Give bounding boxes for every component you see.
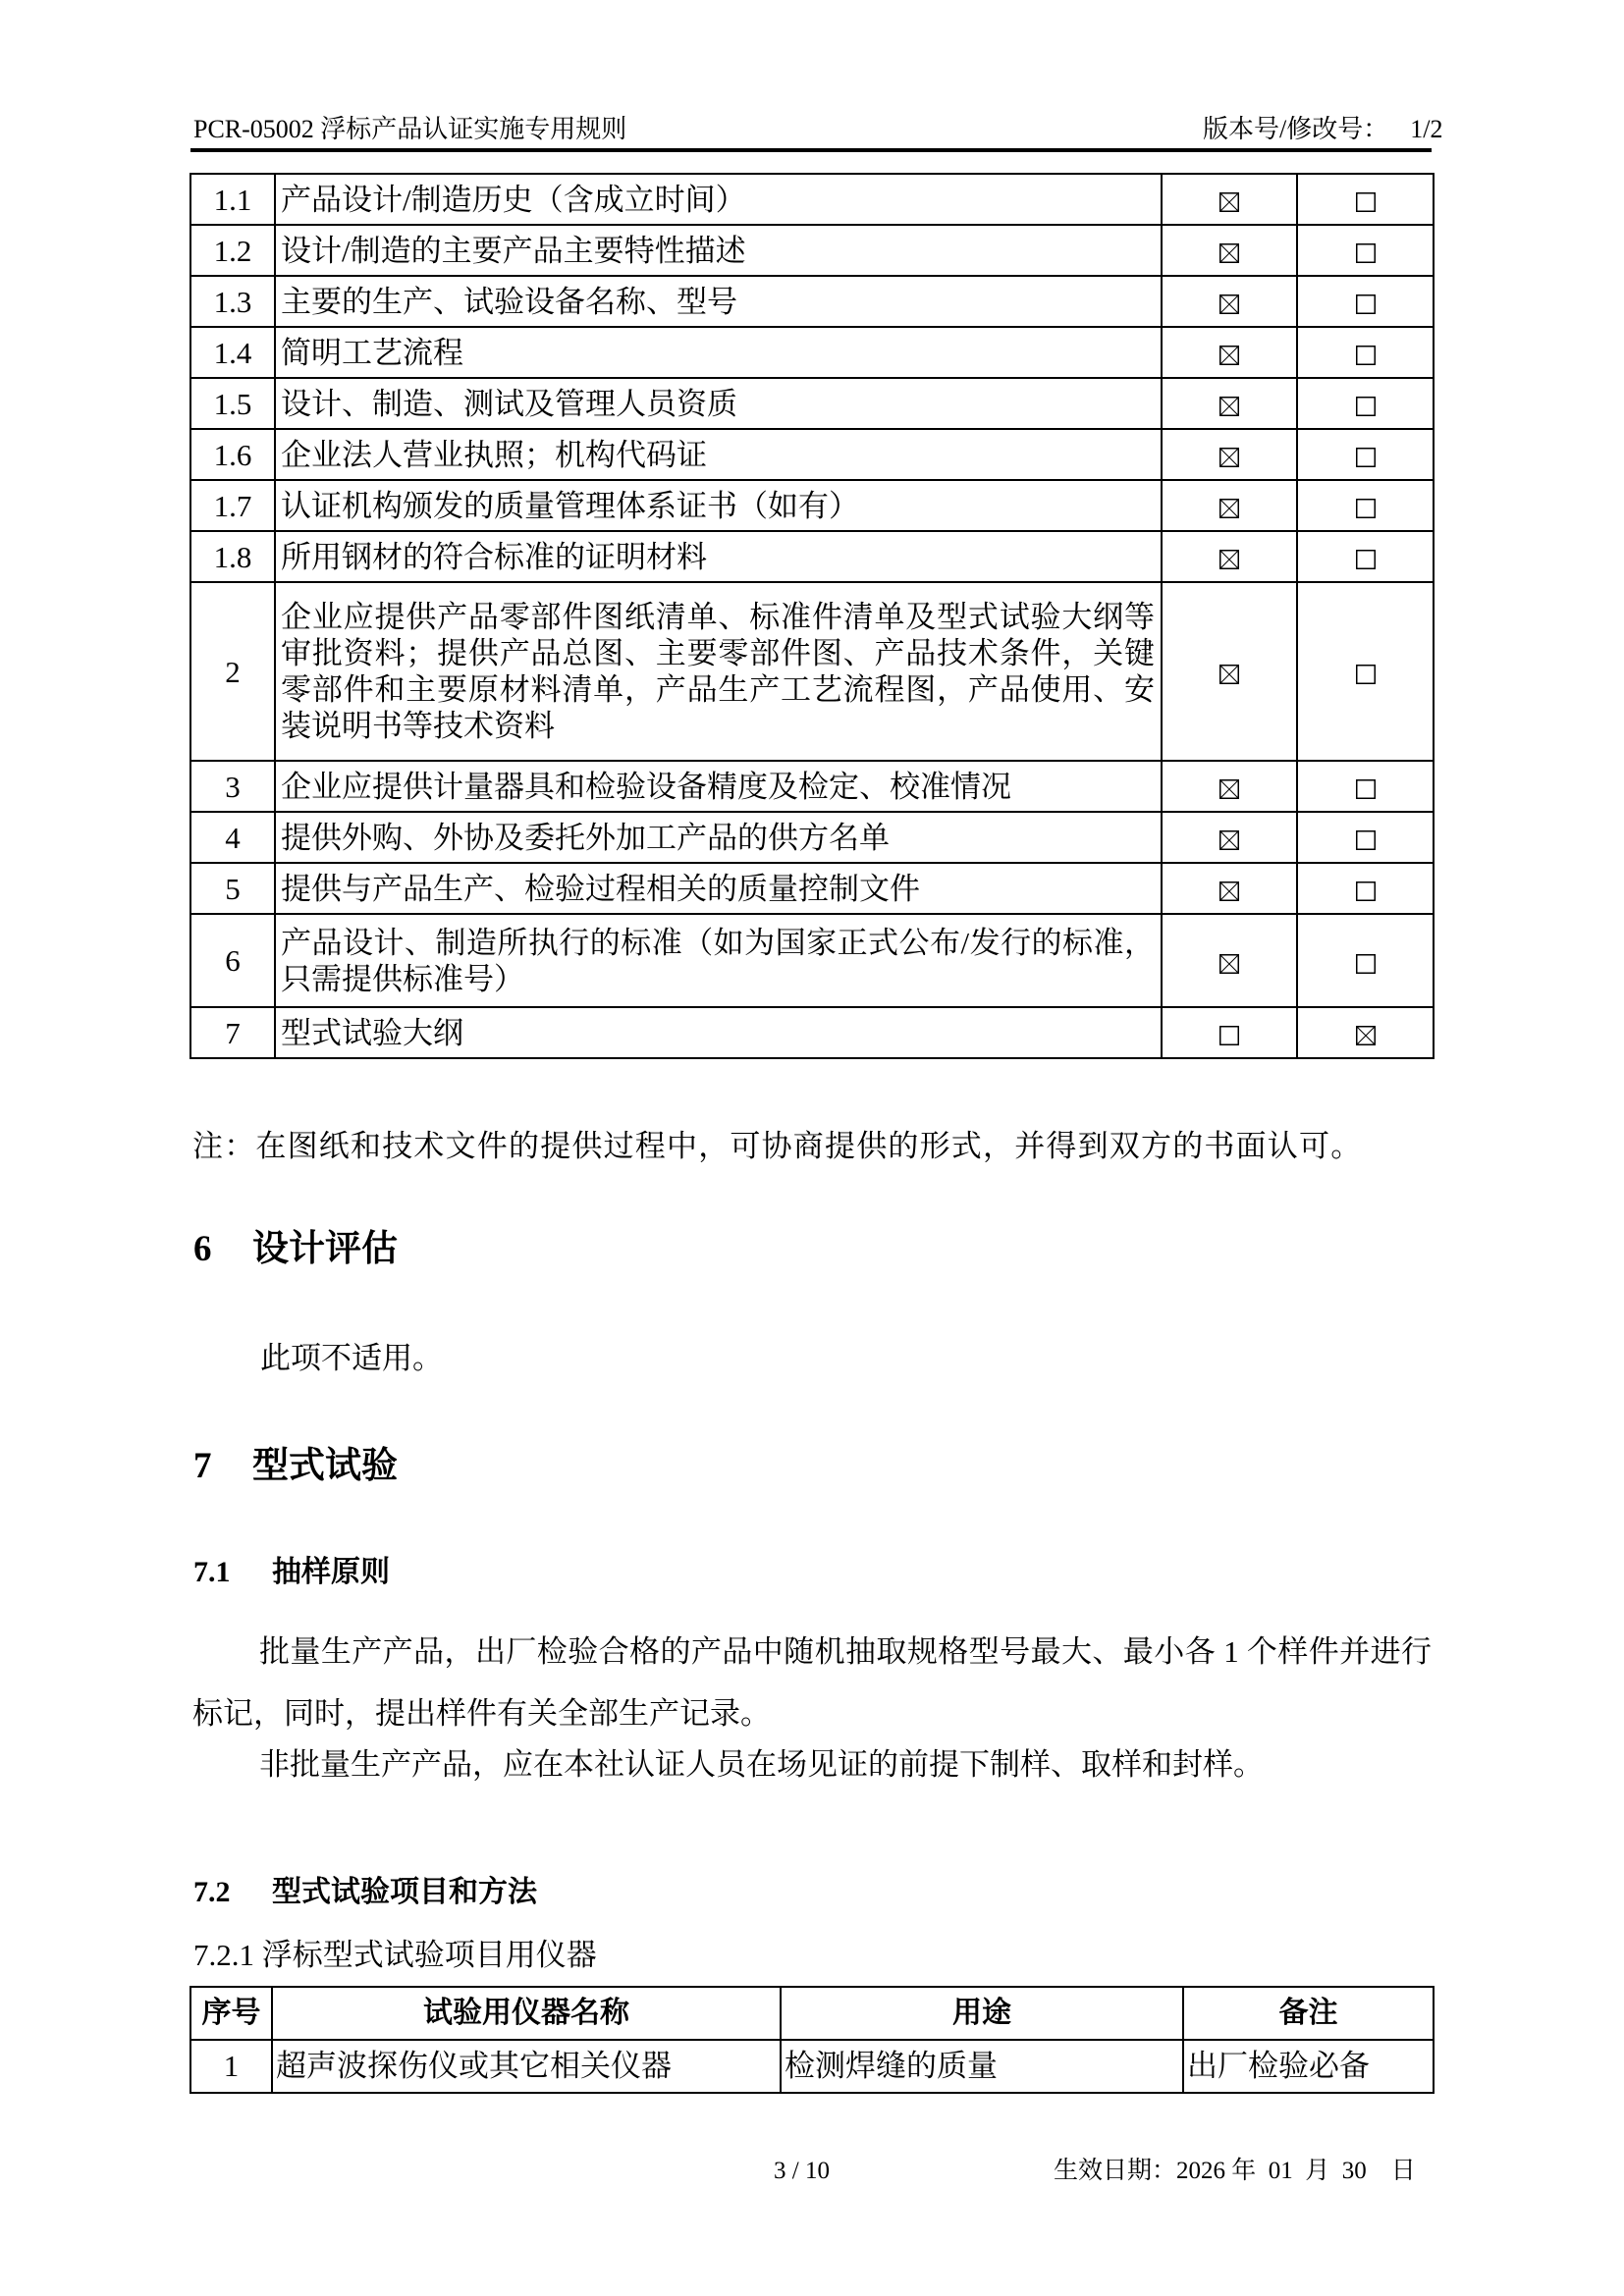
checkbox-unchecked-icon[interactable] (1356, 192, 1376, 212)
checkbox-checked-icon[interactable] (1219, 550, 1239, 569)
checkbox-cell-b (1297, 812, 1434, 863)
footer-effective-date: 生效日期：2026 年 01 月 30 日 (1054, 2158, 1416, 2184)
checkbox-cell-b (1297, 914, 1434, 1007)
cell-purpose: 检测焊缝的质量 (781, 2040, 1183, 2093)
checkbox-cell-a (1162, 863, 1297, 914)
checkbox-cell-b (1297, 225, 1434, 276)
checkbox-unchecked-icon[interactable] (1356, 346, 1376, 365)
row-item: 设计/制造的主要产品主要特性描述 (275, 225, 1162, 276)
submission-materials-table (189, 173, 1435, 1059)
checkbox-unchecked-icon[interactable] (1356, 243, 1376, 263)
row-item: 企业应提供计量器具和检验设备精度及检定、校准情况 (275, 761, 1162, 812)
checkbox-cell-a (1162, 1007, 1297, 1058)
checkbox-unchecked-icon[interactable] (1356, 779, 1376, 799)
table-row (190, 914, 1434, 1007)
checkbox-cell-b (1297, 378, 1434, 429)
section-7-2-1-caption: 7.2.1 浮标型式试验项目用仪器 (193, 1938, 597, 1972)
table-row (190, 174, 1434, 225)
row-number: 1.8 (190, 531, 275, 582)
checkbox-cell-a (1162, 276, 1297, 327)
row-number: 1.7 (190, 480, 275, 531)
row-item: 主要的生产、试验设备名称、型号 (275, 276, 1162, 327)
table-row (190, 378, 1434, 429)
checkbox-unchecked-icon[interactable] (1219, 1026, 1239, 1045)
footer-page-number: 3 / 10 (774, 2158, 830, 2184)
checkbox-unchecked-icon[interactable] (1356, 448, 1376, 467)
section-7-heading (193, 1444, 398, 1488)
section-6-number: 6 (193, 1229, 212, 1269)
header-version-label: 版本号/修改号： (1203, 115, 1389, 143)
table-row (190, 531, 1434, 582)
checkbox-checked-icon[interactable] (1219, 499, 1239, 518)
checkbox-cell-b (1297, 327, 1434, 378)
table-note: 注：在图纸和技术文件的提供过程中，可协商提供的形式，并得到双方的书面认可。 (192, 1129, 1363, 1163)
row-item: 企业应提供产品零部件图纸清单、标准件清单及型式试验大纲等审批资料；提供产品总图、主要零部件图、产品技术条件，关键零部件和主要原材料清单，产品生产工艺流程图，产品使用、安装说明书等技术资料 (275, 582, 1162, 761)
table-row (190, 327, 1434, 378)
checkbox-cell-b (1297, 582, 1434, 761)
checkbox-unchecked-icon[interactable] (1356, 397, 1376, 416)
header-version-value: 1/2 (1410, 115, 1443, 143)
cell-remark: 出厂检验必备 (1183, 2040, 1434, 2093)
row-number: 1.2 (190, 225, 275, 276)
row-number: 1.1 (190, 174, 275, 225)
instruments-table-row (190, 2040, 1434, 2093)
section-7-1-para-2: 非批量生产产品，应在本社认证人员在场见证的前提下制样、取样和封样。 (259, 1747, 1264, 1782)
table-row (190, 225, 1434, 276)
instruments-table (189, 1986, 1435, 2094)
header-rule (190, 148, 1432, 152)
instruments-table-header-row (190, 1987, 1434, 2040)
checkbox-cell-b (1297, 863, 1434, 914)
checkbox-checked-icon[interactable] (1219, 346, 1239, 365)
checkbox-checked-icon[interactable] (1219, 294, 1239, 314)
section-7-2-heading (193, 1874, 537, 1911)
checkbox-cell-b (1297, 276, 1434, 327)
row-item: 提供外购、外协及委托外加工产品的供方名单 (275, 812, 1162, 863)
row-item: 产品设计、制造所执行的标准（如为国家正式公布/发行的标准，只需提供标准号） (275, 914, 1162, 1007)
row-number: 7 (190, 1007, 275, 1058)
section-7-1-heading (193, 1554, 390, 1591)
checkbox-checked-icon[interactable] (1356, 1026, 1376, 1045)
checkbox-unchecked-icon[interactable] (1356, 294, 1376, 314)
checkbox-cell-b (1297, 174, 1434, 225)
row-item: 设计、制造、测试及管理人员资质 (275, 378, 1162, 429)
cell-no: 1 (190, 2040, 272, 2093)
section-6-title: 设计评估 (252, 1227, 398, 1269)
row-number: 1.4 (190, 327, 275, 378)
checkbox-unchecked-icon[interactable] (1356, 499, 1376, 518)
checkbox-checked-icon[interactable] (1219, 954, 1239, 974)
header-doc-title: PCR-05002 浮标产品认证实施专用规则 (193, 115, 627, 143)
checkbox-checked-icon[interactable] (1219, 448, 1239, 467)
row-item: 认证机构颁发的质量管理体系证书（如有） (275, 480, 1162, 531)
row-number: 6 (190, 914, 275, 1007)
table-row (190, 863, 1434, 914)
table-row (190, 1007, 1434, 1058)
checkbox-cell-a (1162, 327, 1297, 378)
checkbox-checked-icon[interactable] (1219, 830, 1239, 850)
row-item: 产品设计/制造历史（含成立时间） (275, 174, 1162, 225)
header-cell-purpose: 用途 (781, 1987, 1183, 2040)
row-number: 1.6 (190, 429, 275, 480)
checkbox-unchecked-icon[interactable] (1356, 830, 1376, 850)
checkbox-cell-a (1162, 531, 1297, 582)
row-item: 提供与产品生产、检验过程相关的质量控制文件 (275, 863, 1162, 914)
row-number: 4 (190, 812, 275, 863)
row-item: 所用钢材的符合标准的证明材料 (275, 531, 1162, 582)
section-7-1-number: 7.1 (193, 1556, 231, 1588)
table-row (190, 480, 1434, 531)
checkbox-unchecked-icon[interactable] (1356, 665, 1376, 684)
row-number: 1.3 (190, 276, 275, 327)
row-number: 5 (190, 863, 275, 914)
table-row (190, 812, 1434, 863)
checkbox-cell-a (1162, 582, 1297, 761)
checkbox-checked-icon[interactable] (1219, 665, 1239, 684)
checkbox-cell-b (1297, 429, 1434, 480)
table-row (190, 582, 1434, 761)
checkbox-cell-a (1162, 225, 1297, 276)
section-6-body: 此项不适用。 (260, 1341, 443, 1375)
section-7-2-title: 型式试验项目和方法 (272, 1875, 537, 1909)
section-7-number: 7 (193, 1446, 212, 1486)
checkbox-cell-b (1297, 480, 1434, 531)
table-row (190, 429, 1434, 480)
checkbox-cell-a (1162, 429, 1297, 480)
section-7-1-para-1: 批量生产产品，出厂检验合格的产品中随机抽取规格型号最大、最小各 1 个样件并进行标记，同时，提出样件有关全部生产记录。 (192, 1634, 1432, 1731)
header-cell-instrument: 试验用仪器名称 (272, 1987, 781, 2040)
section-7-1-title: 抽样原则 (272, 1555, 390, 1589)
row-number: 3 (190, 761, 275, 812)
table-row (190, 761, 1434, 812)
checkbox-checked-icon[interactable] (1219, 397, 1239, 416)
checkbox-cell-b (1297, 761, 1434, 812)
checkbox-checked-icon[interactable] (1219, 881, 1239, 901)
row-number: 2 (190, 582, 275, 761)
row-item: 企业法人营业执照；机构代码证 (275, 429, 1162, 480)
checkbox-checked-icon[interactable] (1219, 243, 1239, 263)
checkbox-cell-a (1162, 761, 1297, 812)
header-cell-remark: 备注 (1183, 1987, 1434, 2040)
checkbox-cell-a (1162, 480, 1297, 531)
table-row (190, 276, 1434, 327)
checkbox-cell-a (1162, 914, 1297, 1007)
header-cell-no: 序号 (190, 1987, 272, 2040)
checkbox-unchecked-icon[interactable] (1356, 881, 1376, 901)
checkbox-checked-icon[interactable] (1219, 779, 1239, 799)
checkbox-cell-b (1297, 1007, 1434, 1058)
checkbox-unchecked-icon[interactable] (1356, 954, 1376, 974)
section-7-title: 型式试验 (252, 1444, 398, 1486)
row-item: 简明工艺流程 (275, 327, 1162, 378)
cell-instrument: 超声波探伤仪或其它相关仪器 (272, 2040, 781, 2093)
header-version (1203, 115, 1442, 144)
checkbox-checked-icon[interactable] (1219, 192, 1239, 212)
row-item: 型式试验大纲 (275, 1007, 1162, 1058)
checkbox-cell-a (1162, 812, 1297, 863)
checkbox-cell-a (1162, 174, 1297, 225)
checkbox-cell-a (1162, 378, 1297, 429)
checkbox-unchecked-icon[interactable] (1356, 550, 1376, 569)
row-number: 1.5 (190, 378, 275, 429)
section-6-heading (193, 1227, 398, 1271)
checkbox-cell-b (1297, 531, 1434, 582)
section-7-2-number: 7.2 (193, 1876, 231, 1908)
